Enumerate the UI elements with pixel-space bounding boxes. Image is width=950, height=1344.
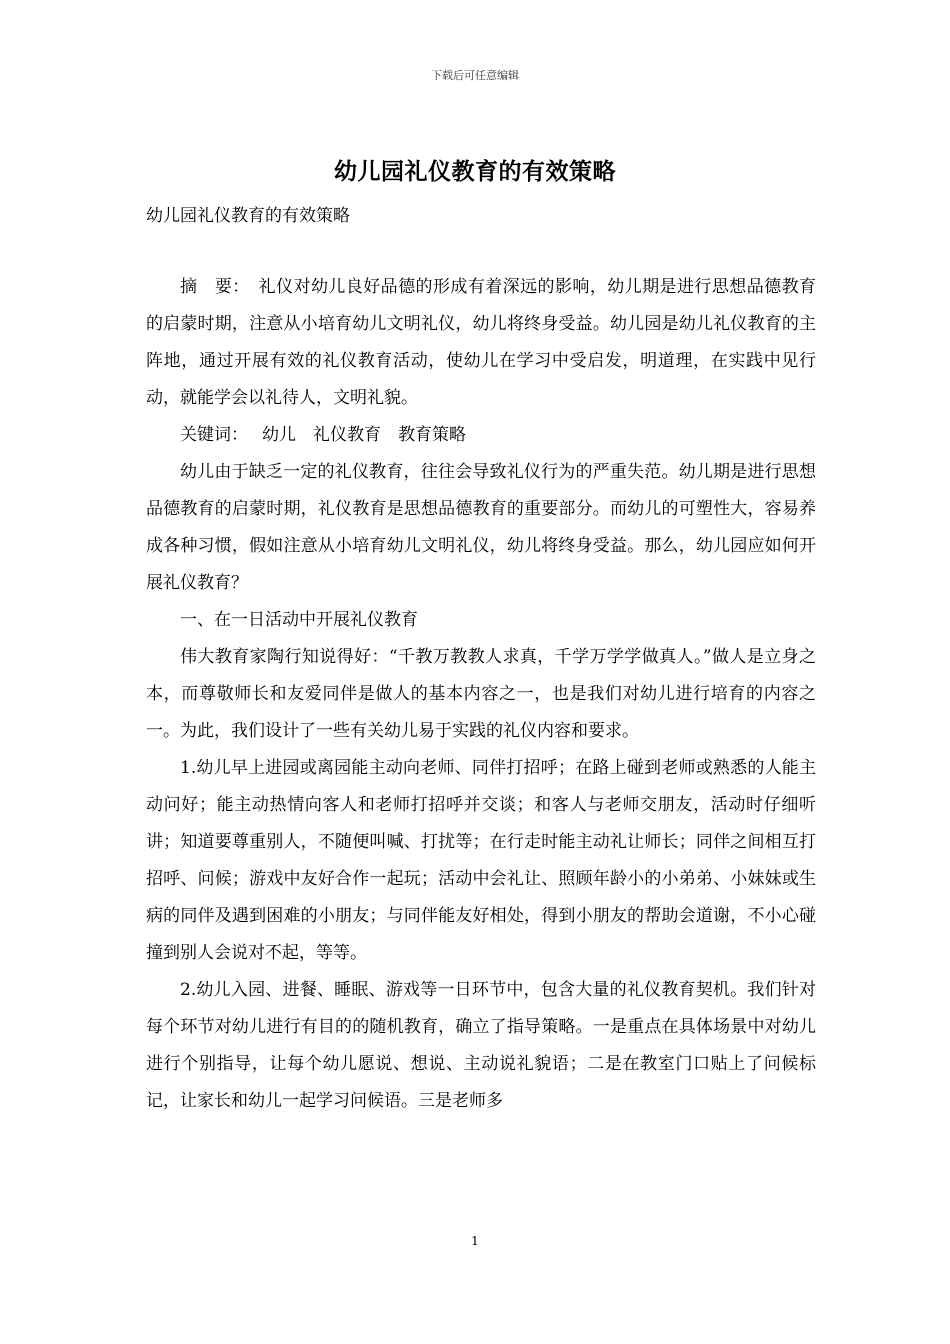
list-item-1: 1.幼儿早上进园或离园能主动向老师、同伴打招呼；在路上碰到老师或熟悉的人能主动问好；能主动热情向客人和老师打招呼并交谈；和客人与老师交朋友，活动时仔细听讲；知道要尊重别人，不随便叫喊、打扰等；在行走时能主动礼让师长；同伴之间相互打招呼、问候；游戏中友好合作一起玩；活动中会礼让、照顾年龄小的小弟弟、小妹妹或生病的同伴及遇到困难的小朋友；与同伴能友好相处，得到小朋友的帮助会道谢，不小心碰撞到别人会说对不起，等等。 (146, 758, 816, 963)
keywords-label: 关键词： (180, 425, 248, 445)
document-subtitle: 幼儿园礼仪教育的有效策略 (146, 206, 350, 226)
quote-paragraph: 伟大教育家陶行知说得好：“千教万教教人求真，千学万学学做真人。”做人是立身之本，而尊敬师长和友爱同伴是做人的基本内容之一，也是我们对幼儿进行培育的内容之一。为此，我们设计了一些有关幼儿易于实践的礼仪内容和要求。 (146, 647, 816, 741)
list-item-2: 2.幼儿入园、进餐、睡眠、游戏等一日环节中，包含大量的礼仪教育契机。我们针对每个环节对幼儿进行有目的的随机教育，确立了指导策略。一是重点在具体场景中对幼儿进行个别指导，让每个幼儿愿说、想说、主动说礼貌语；二是在教室门口贴上了问候标记，让家长和幼儿一起学习问候语。三是老师多 (146, 980, 816, 1111)
keywords-value: 幼儿 礼仪教育 教育策略 (262, 425, 466, 445)
keywords-line (146, 417, 816, 454)
abstract-paragraph: 摘 要： 礼仪对幼儿良好品德的形成有着深远的影响，幼儿期是进行思想品德教育的启蒙时期，注意从小培育幼儿文明礼仪，幼儿将终身受益。幼儿园是幼儿礼仪教育的主阵地，通过开展有效的礼仪教育活动，使幼儿在学习中受启发，明道理，在实践中见行动，就能学会以礼待人，文明礼貌。 (146, 277, 816, 408)
section-heading: 一、在一日活动中开展礼仪教育 (180, 610, 418, 630)
intro-paragraph: 幼儿由于缺乏一定的礼仪教育，往往会导致礼仪行为的严重失范。幼儿期是进行思想品德教育的启蒙时期，礼仪教育是思想品德教育的重要部分。而幼儿的可塑性大，容易养成各种习惯，假如注意从小培育幼儿文明礼仪，幼儿将终身受益。那么，幼儿园应如何开展礼仪教育？ (146, 462, 816, 593)
page-header-note: 下载后可任意编辑 (431, 69, 519, 82)
document-body (146, 269, 816, 1120)
document-title: 幼儿园礼仪教育的有效策略 (334, 158, 616, 185)
page-number: 1 (471, 1234, 479, 1248)
